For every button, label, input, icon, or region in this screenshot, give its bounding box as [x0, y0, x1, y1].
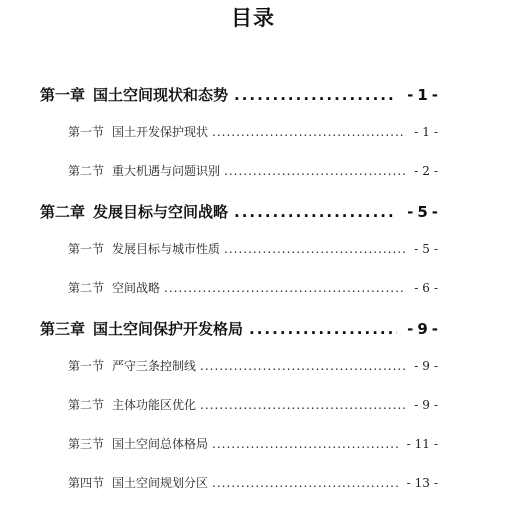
toc-dot-leader [200, 398, 406, 412]
toc-page-ref: - 2 - [414, 164, 438, 178]
toc-entry-title: 发展目标与城市性质 [112, 242, 221, 256]
toc-list [0, 84, 506, 513]
toc-section-entry[interactable] [0, 435, 442, 474]
toc-entry-title: 严守三条控制线 [112, 359, 197, 373]
toc-entry-label [40, 318, 243, 339]
toc-section-entry[interactable] [0, 357, 442, 396]
toc-dot-leader [249, 320, 397, 338]
toc-page-number: 9 [422, 359, 430, 373]
toc-page-number: 5 [417, 203, 428, 221]
toc-entry-label [68, 240, 220, 257]
toc-dot-leader [200, 359, 406, 373]
toc-page-ref: - 1 - [414, 125, 438, 139]
toc-section-entry[interactable] [0, 474, 442, 513]
toc-dot-leader [164, 281, 406, 295]
toc-title: 目录 [231, 6, 275, 30]
toc-dot-leader [212, 437, 399, 451]
toc-entry-number: 第一章 [40, 86, 86, 104]
toc-entry-label [68, 474, 208, 491]
toc-page-number: 2 [422, 164, 430, 178]
toc-page-number: 9 [417, 320, 428, 338]
toc-page-ref: - 1 - [407, 86, 438, 104]
toc-chapter-entry[interactable] [0, 84, 442, 123]
toc-section-entry[interactable] [0, 240, 442, 279]
toc-entry-title: 主体功能区优化 [112, 398, 197, 412]
toc-dot-leader [234, 203, 397, 221]
toc-entry-title: 空间战略 [112, 281, 161, 295]
toc-entry-title: 国土开发保护现状 [112, 125, 209, 139]
toc-entry-label [68, 123, 208, 140]
toc-dot-leader [224, 164, 406, 178]
toc-entry-number: 第二节 [68, 398, 105, 412]
toc-entry-number: 第一节 [68, 125, 105, 139]
toc-dot-leader [234, 86, 397, 104]
toc-entry-label [68, 435, 208, 452]
toc-entry-number: 第二章 [40, 203, 86, 221]
toc-page-number: 9 [422, 398, 430, 412]
toc-entry-label [68, 279, 160, 296]
toc-entry-number: 第二节 [68, 164, 105, 178]
toc-page-number: 13 [414, 476, 430, 490]
toc-section-entry[interactable] [0, 279, 442, 318]
toc-chapter-entry[interactable] [0, 201, 442, 240]
toc-page-ref: - 5 - [414, 242, 438, 256]
toc-entry-title: 国土空间总体格局 [112, 437, 209, 451]
toc-dot-leader [224, 242, 406, 256]
toc-entry-label [40, 201, 228, 222]
toc-entry-number: 第一节 [68, 242, 105, 256]
toc-page-number: 1 [422, 125, 430, 139]
toc-page-number: 6 [422, 281, 430, 295]
toc-section-entry[interactable] [0, 162, 442, 201]
toc-page-ref: - 11 - [406, 437, 438, 451]
toc-page-ref: - 9 - [414, 398, 438, 412]
toc-entry-title: 国土空间现状和态势 [93, 86, 229, 104]
toc-page-ref: - 6 - [414, 281, 438, 295]
toc-entry-title: 国土空间保护开发格局 [93, 320, 244, 338]
toc-page-ref: - 5 - [407, 203, 438, 221]
toc-entry-number: 第一节 [68, 359, 105, 373]
toc-entry-label [68, 162, 220, 179]
toc-dot-leader [212, 125, 406, 139]
toc-entry-label [40, 84, 228, 105]
toc-entry-label [68, 396, 196, 413]
toc-entry-label [68, 357, 196, 374]
toc-entry-number: 第二节 [68, 281, 105, 295]
toc-entry-number: 第三节 [68, 437, 105, 451]
toc-section-entry[interactable] [0, 396, 442, 435]
toc-page-ref: - 13 - [406, 476, 438, 490]
toc-entry-number: 第三章 [40, 320, 86, 338]
toc-chapter-entry[interactable] [0, 318, 442, 357]
toc-dot-leader [212, 476, 399, 490]
toc-entry-title: 国土空间规划分区 [112, 476, 209, 490]
toc-page-number: 5 [422, 242, 430, 256]
toc-page-number: 1 [417, 86, 428, 104]
toc-page-number: 11 [414, 437, 430, 451]
toc-page-ref: - 9 - [414, 359, 438, 373]
toc-entry-title: 重大机遇与问题识别 [112, 164, 221, 178]
toc-page-ref: - 9 - [407, 320, 438, 338]
toc-section-entry[interactable] [0, 123, 442, 162]
toc-entry-title: 发展目标与空间战略 [93, 203, 229, 221]
toc-entry-number: 第四节 [68, 476, 105, 490]
